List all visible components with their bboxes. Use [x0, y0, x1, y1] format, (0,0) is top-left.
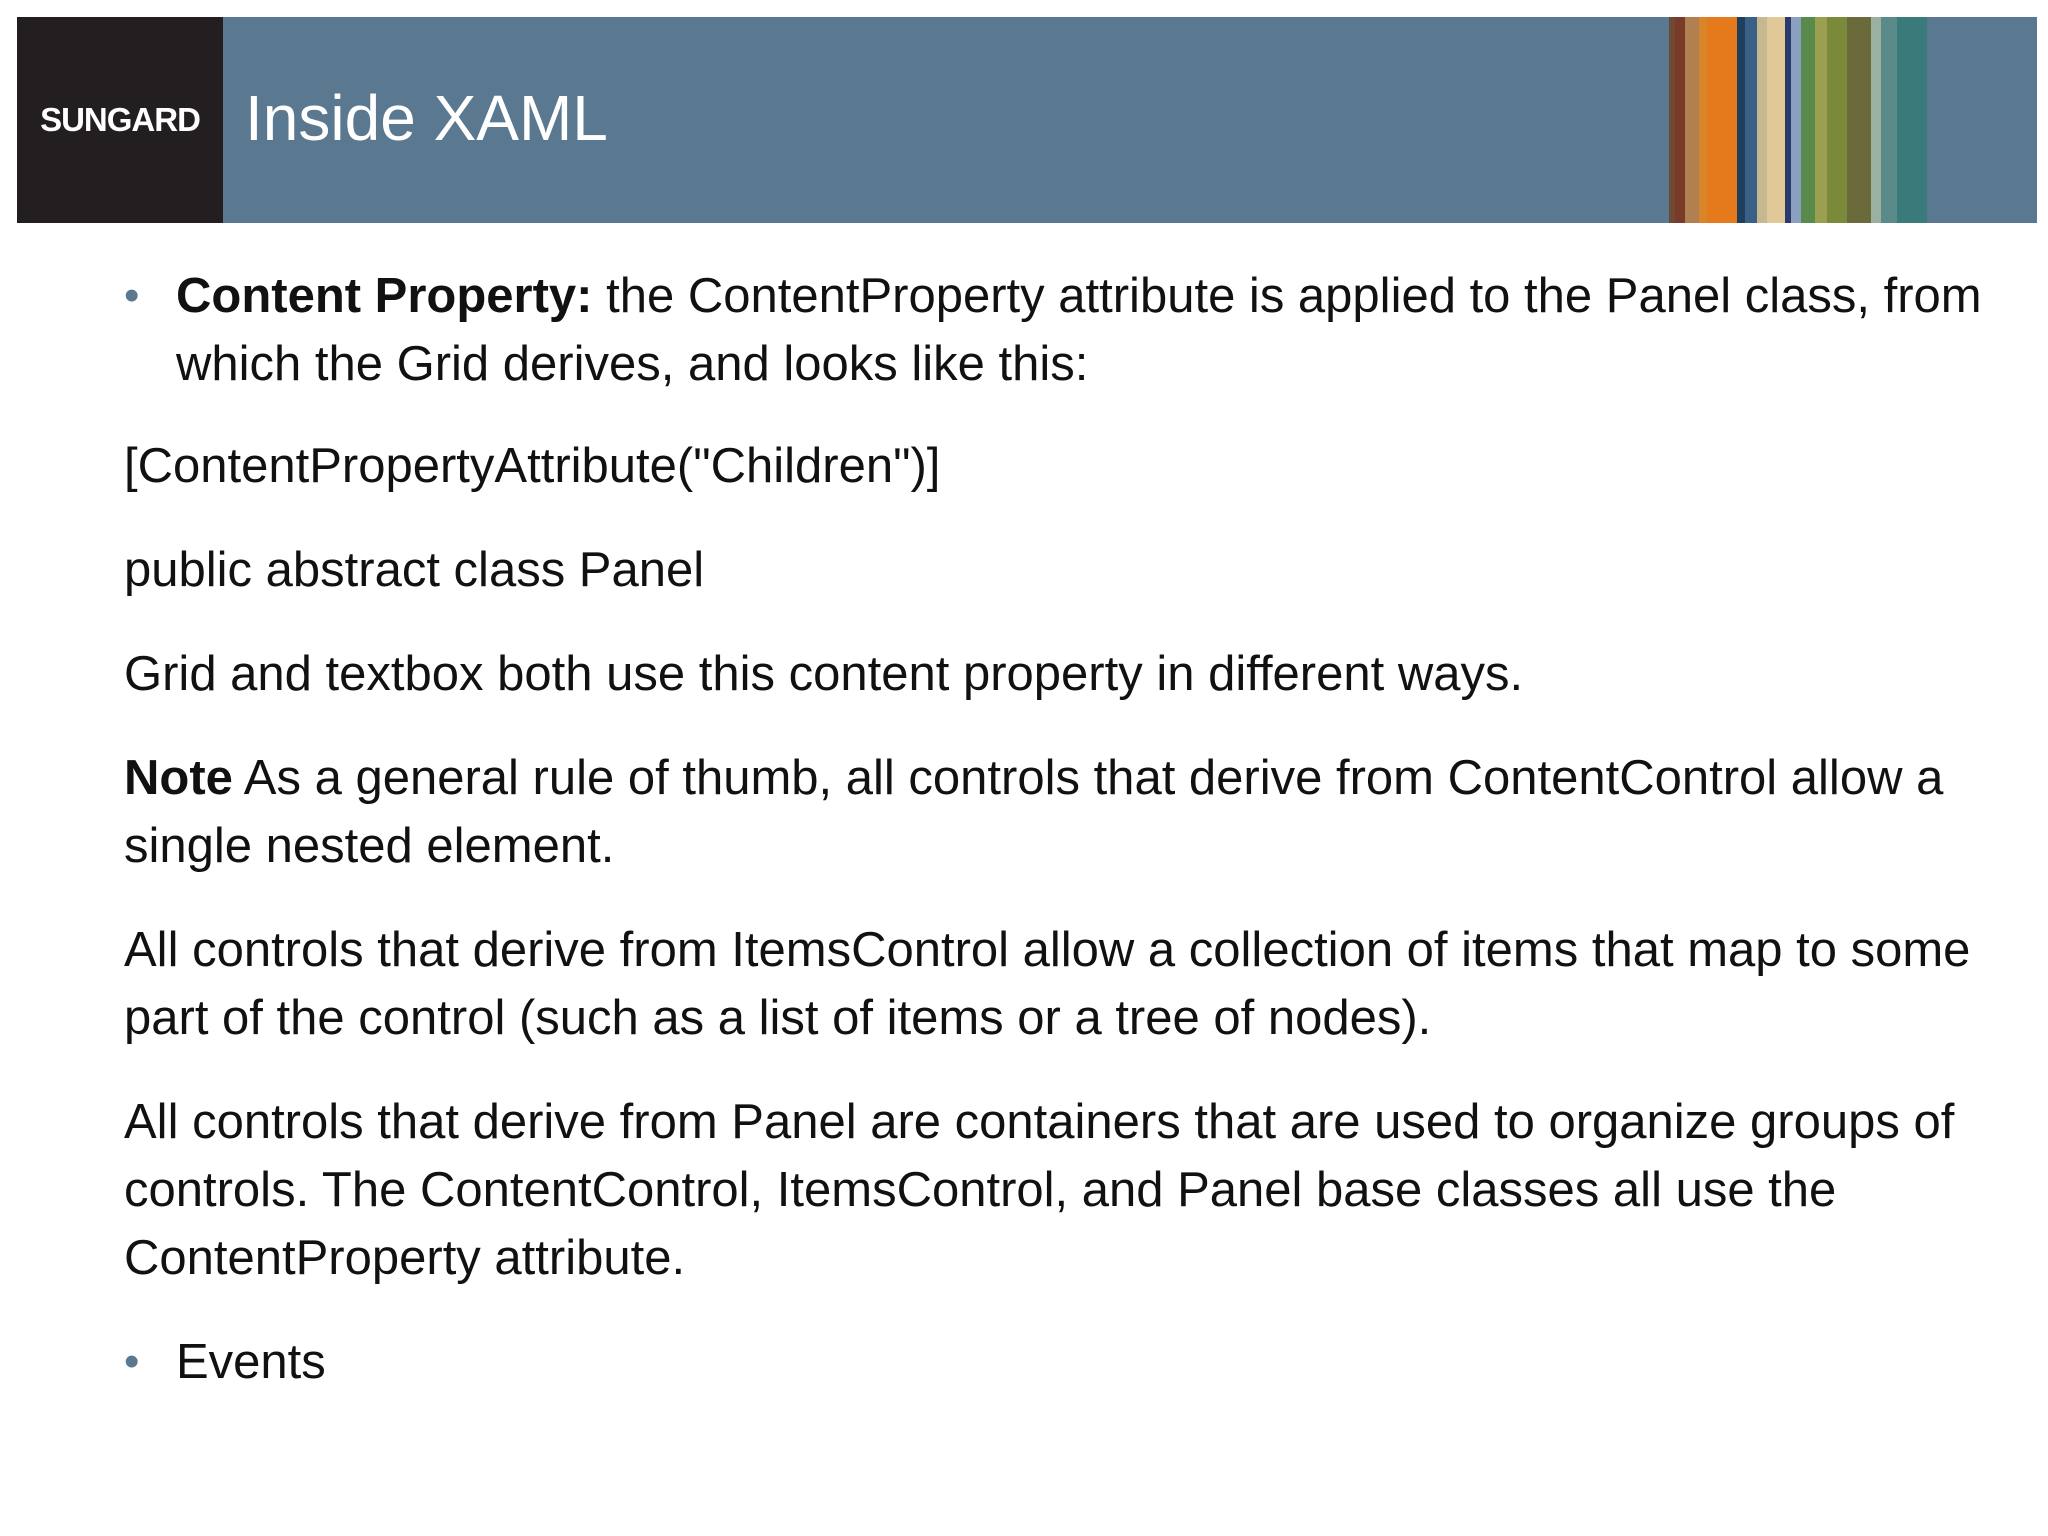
stripe: [1757, 17, 1767, 223]
paragraph-itemscontrol: All controls that derive from ItemsControl allow a collection of items that map to some part of the control (such as a list of items or a tree of nodes).: [124, 923, 1971, 1045]
stripe: [1675, 17, 1685, 223]
stripe: [1745, 17, 1757, 223]
stripe: [1767, 17, 1785, 223]
paragraph-grid-textbox: Grid and textbox both use this content property in different ways.: [124, 647, 1524, 701]
stripe: [1847, 17, 1871, 223]
code-line-class: public abstract class Panel: [124, 543, 705, 597]
slide-header: [17, 17, 2037, 223]
bullet-body: the ContentProperty attribute is applied to the Panel class, from which the Grid derives, and looks like this:: [176, 269, 1982, 391]
stripe: [1685, 17, 1699, 223]
bullet-icon: •: [124, 271, 140, 320]
stripe: [1827, 17, 1847, 223]
stripe: [1897, 17, 1927, 223]
stripe: [1881, 17, 1897, 223]
stripe: [1707, 17, 1737, 223]
note-label: Note: [124, 751, 233, 805]
paragraph-note: [124, 744, 1984, 880]
slide-title: Inside XAML: [245, 82, 608, 154]
bullet-text: Events: [176, 1335, 326, 1389]
logo-text: SUNGARD: [40, 101, 200, 138]
title-bar: [223, 17, 1659, 223]
decorative-stripes: [1659, 17, 2037, 223]
bullet-content-property: [124, 262, 1984, 398]
stripe: [1815, 17, 1827, 223]
bullet-text: [176, 262, 1984, 398]
note-text: As a general rule of thumb, all controls that derive from ContentControl allow a single nested element.: [124, 751, 1944, 873]
bullet-events: [124, 1328, 1984, 1396]
bullet-bold-label: Content Property:: [176, 269, 593, 323]
stripe: [1871, 17, 1881, 223]
bullet-icon: •: [124, 1337, 140, 1386]
slide-body: [124, 262, 1984, 1396]
stripe: [1737, 17, 1745, 223]
stripe: [1699, 17, 1707, 223]
sungard-logo: [17, 17, 223, 223]
paragraph-panel: All controls that derive from Panel are containers that are used to organize groups of controls. The ContentControl, ItemsControl, and Panel base classes all use the ContentProperty attribute.: [124, 1095, 1955, 1285]
code-line-attribute: [ContentPropertyAttribute("Children")]: [124, 439, 941, 493]
stripe: [1801, 17, 1815, 223]
stripe: [1791, 17, 1801, 223]
stripe: [1659, 17, 1669, 223]
